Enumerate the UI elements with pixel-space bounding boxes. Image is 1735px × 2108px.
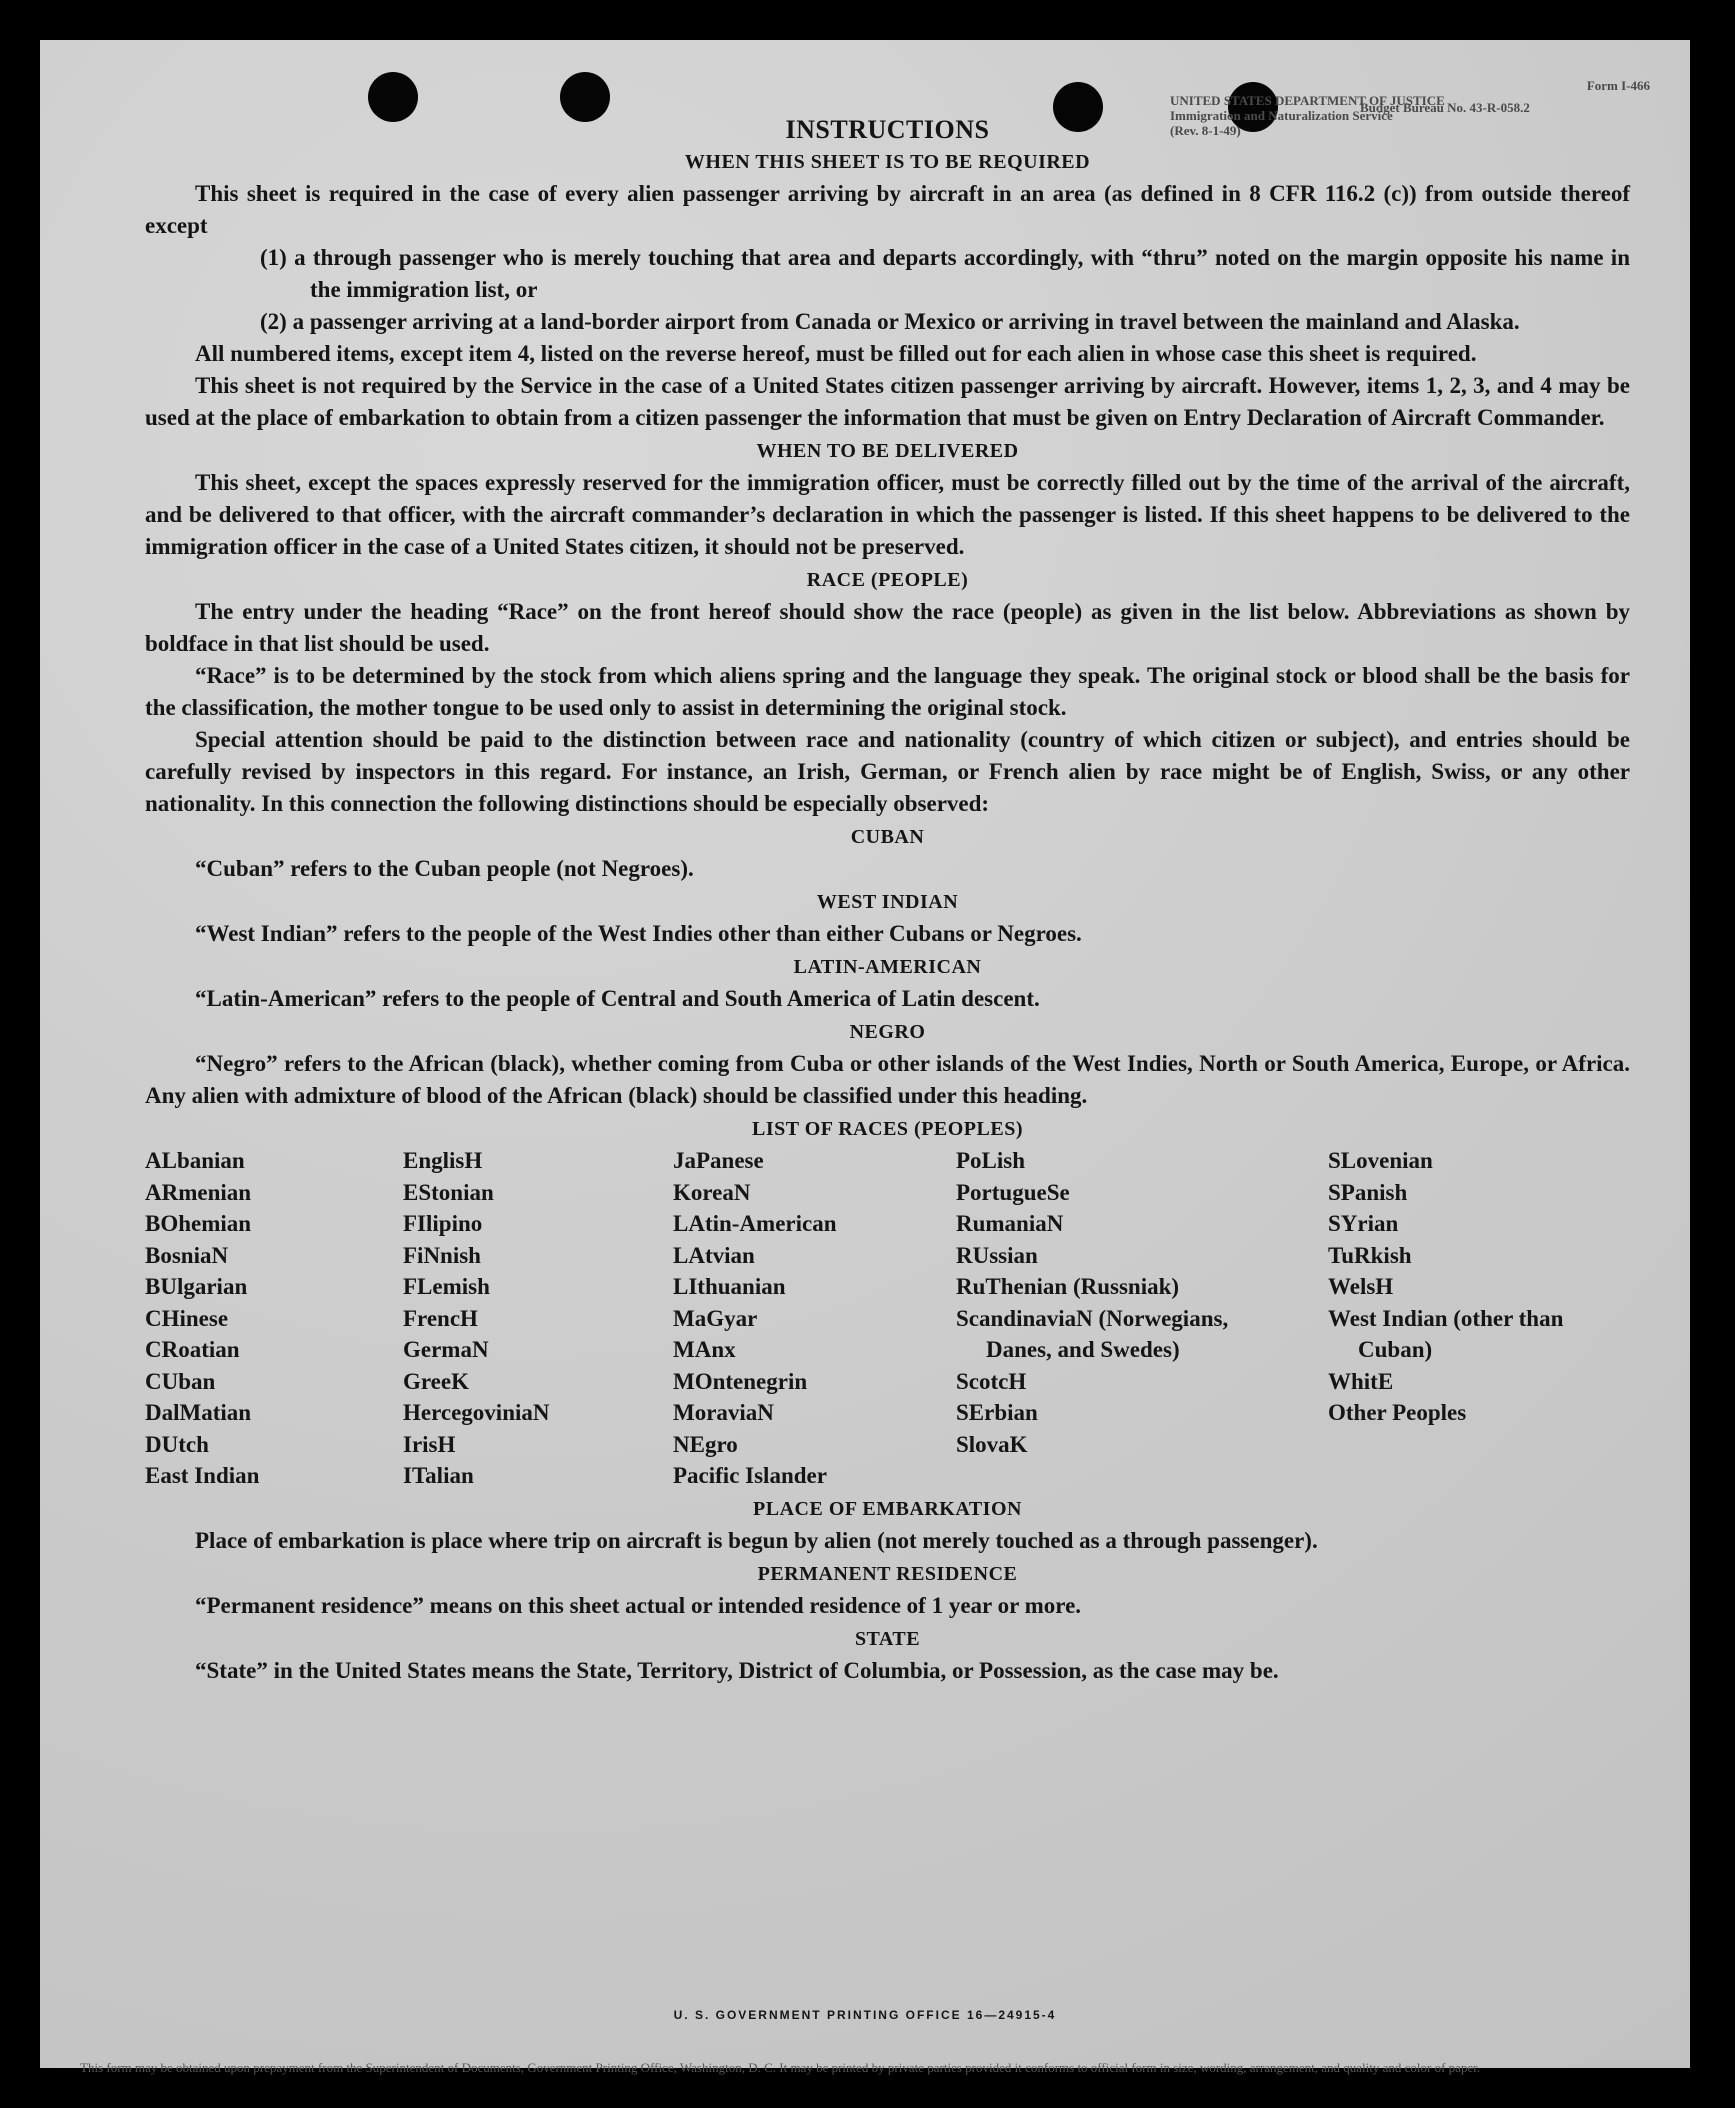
race-item: RumaniaN [956,1211,1064,1236]
para-numbered-items: All numbered items, except item 4, listed on the reverse hereof, must be filled out for each alien in whose case this sheet is required. [195,341,1477,366]
para-latin-american: “Latin-American” refers to the people of Central and South America of Latin descent. [195,986,1040,1011]
para-when-required: This sheet is required in the case of every alien passenger arriving by aircraft in an area (as defined in 8 CFR 116.2 (c)) from outside thereof except [145,181,1630,238]
race-item: GreeK [403,1368,469,1394]
form-number: Form I-466 [1586,78,1650,93]
race-item: EStonian [403,1179,494,1205]
race-item: EnglisH [403,1148,483,1173]
race-item: RuThenian (Russniak) [956,1274,1180,1299]
heading-negro: NEGRO [849,1021,926,1043]
document-page [40,40,1690,2075]
race-item: SPanish [1328,1179,1408,1205]
race-item: JaPanese [673,1148,764,1173]
race-item: DalMatian [145,1400,252,1425]
para-citizen-passenger: This sheet is not required by the Service in the case of a United States citizen passenger arriving by aircraft. However, items 1, 2, 3, and 4 may be used at the place of embarkation to obtain from a citizen passenger the information that must be given on Entry Declaration of Aircraft Commander. [145,373,1630,430]
para-when-delivered: This sheet, except the spaces expressly reserved for the immigration officer, must be correctly filled out by the time of the arrival of the aircraft, and be delivered to that officer, with the aircraft commander’s declaration in which the passenger is listed. If this sheet happens to be delivered to the immigration officer in the case of a United States citizen, it should not be preserved. [145,470,1630,559]
race-item: ALbanian [145,1148,245,1173]
race-item: HercegoviniaN [403,1400,550,1425]
para-state: “State” in the United States means the State, Territory, District of Columbia, or Possession, as the case may be. [195,1657,1279,1683]
page-title: INSTRUCTIONS [785,115,990,144]
race-item: BUlgarian [145,1274,248,1299]
heading-latin-american: LATIN-AMERICAN [793,956,982,978]
heading-list-of-races: LIST OF RACES (PEOPLES) [751,1118,1023,1140]
race-item: KoreaN [673,1179,751,1205]
race-item: WelsH [1328,1274,1394,1299]
race-item: FIlipino [403,1211,483,1236]
race-item: LAtvian [673,1242,755,1268]
race-item: WhitE [1328,1368,1394,1394]
race-item: SYrian [1328,1211,1399,1236]
race-item: FrencH [403,1305,478,1331]
para-cuban: “Cuban” refers to the Cuban people (not Negroes). [195,856,694,881]
race-item: MoraviaN [673,1400,774,1425]
races-list [145,1145,1630,1492]
exception-item-2: (2) a passenger arriving at a land-border airport from Canada or Mexico or arriving in travel between the mainland and Alaska. [260,309,1520,334]
para-race-2: “Race” is to be determined by the stock from which aliens spring and the language they speak. The original stock or blood shall be the basis for the classification, the mother tongue to be used only to assist in determining the original stock. [145,663,1630,720]
exception-item-1: (1) a through passenger who is merely touching that area and departs accordingly, with “thru” noted on the margin opposite his name in the immigration list, or [260,245,1630,302]
races-column-3 [673,1145,956,1492]
race-item: GermaN [403,1337,489,1362]
race-item: BosniaN [145,1242,229,1268]
races-column-2 [403,1145,673,1492]
race-item: MAnx [673,1337,736,1362]
race-item: Other Peoples [1328,1400,1467,1425]
instructions-content [145,115,1630,1687]
race-item: CUban [145,1368,216,1394]
race-item: PortugueSe [956,1179,1070,1205]
race-item: CRoatian [145,1337,240,1362]
race-item: IrisH [403,1431,456,1457]
form-revision: (Rev. 8-1-49) [1170,123,1241,138]
race-item: FLemish [403,1274,490,1299]
race-item: Pacific Islander [673,1463,827,1488]
form-division: Immigration and Naturalization Service [1170,108,1393,123]
printing-office-line: U. S. GOVERNMENT PRINTING OFFICE 16—24915-4 [673,2008,1057,2022]
heading-permanent-residence: PERMANENT RESIDENCE [757,1562,1018,1585]
races-column-5 [1328,1145,1628,1492]
para-negro: “Negro” refers to the African (black), whether coming from Cuba or other islands of the West Indies, North or South America, Europe, or Africa. Any alien with admixture of blood of the African (black) should be classified under this heading. [145,1051,1630,1108]
race-item: BOhemian [145,1211,252,1236]
heading-when-delivered: WHEN TO BE DELIVERED [756,440,1019,462]
race-item: RUssian [956,1242,1038,1268]
para-west-indian: “West Indian” refers to the people of the West Indies other than either Cubans or Negroes. [195,921,1082,946]
heading-state: STATE [854,1627,921,1650]
race-item: MOntenegrin [673,1368,808,1394]
race-item: NEgro [673,1431,738,1457]
race-item: ScotcH [956,1368,1027,1394]
form-agency: UNITED STATES DEPARTMENT OF JUSTICE [1170,93,1445,108]
race-item: West Indian (other than Cuban) [1328,1305,1564,1362]
race-item: LIthuanian [673,1274,786,1299]
races-column-1 [145,1145,403,1492]
heading-embarkation: PLACE OF EMBARKATION [753,1497,1022,1520]
para-permanent-residence: “Permanent residence” means on this sheet actual or intended residence of 1 year or more. [195,1592,1082,1618]
race-item: FiNnish [403,1242,481,1268]
heading-race: RACE (PEOPLE) [806,569,969,591]
race-item: ITalian [403,1463,474,1488]
race-item: SLovenian [1328,1148,1433,1173]
para-embarkation: Place of embarkation is place where trip on aircraft is begun by alien (not merely touched as a through passenger). [195,1527,1318,1553]
race-item: TuRkish [1328,1242,1412,1268]
heading-when-required: WHEN THIS SHEET IS TO BE REQUIRED [684,151,1091,173]
budget-bureau-number: Budget Bureau No. 43-R-058.2 [1360,100,1530,115]
para-race-1: The entry under the heading “Race” on the front hereof should show the race (people) as given in the list below. Abbreviations as shown by boldface in that list should be used. [145,599,1630,656]
heading-west-indian: WEST INDIAN [816,891,959,913]
race-item: SErbian [956,1400,1038,1425]
race-item: ARmenian [145,1179,252,1205]
race-item: East Indian [145,1463,260,1488]
race-item: ScandinaviaN (Norwegians, Danes, and Swedes) [956,1305,1229,1362]
para-race-3: Special attention should be paid to the distinction between race and nationality (country of which citizen or subject), and entries should be carefully revised by inspectors in this regard. For instance, an Irish, German, or French alien by race might be of English, Swiss, or any other nationality. In this connection the following distinctions should be especially observed: [145,727,1630,816]
race-item: SlovaK [956,1431,1028,1457]
footer-note: This form may be obtained upon prepayment from the Superintendent of Documents, Government Printing Office, Washington, D. C. It may be printed by private parties provided it conforms to official form in size, wording, arrangement, and quality and color of paper. [80,2060,1481,2075]
races-column-4 [956,1145,1328,1492]
race-item: DUtch [145,1431,209,1457]
race-item: CHinese [145,1305,229,1331]
race-item: PoLish [956,1148,1026,1173]
race-item: MaGyar [673,1305,758,1331]
heading-cuban: CUBAN [850,826,925,848]
race-item: LAtin-American [673,1211,837,1236]
